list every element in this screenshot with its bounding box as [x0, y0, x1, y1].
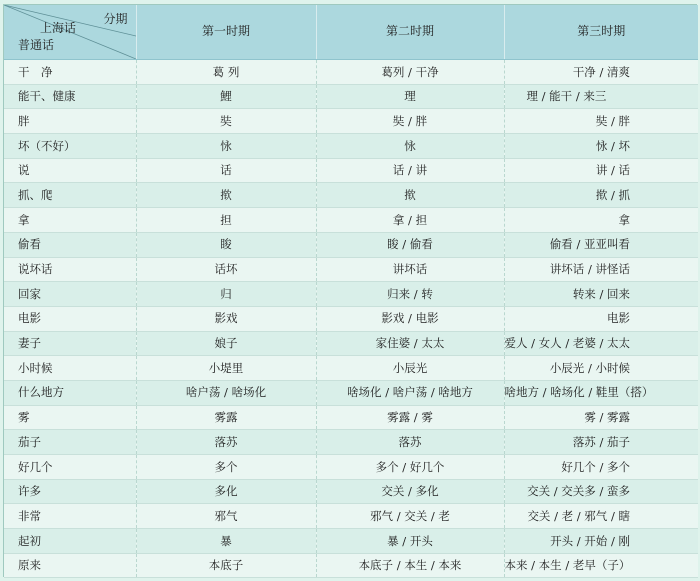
table-row	[4, 84, 698, 109]
table-row	[4, 306, 698, 331]
table-row	[4, 282, 698, 307]
period-2-cell: 暴 / 开头	[316, 529, 504, 554]
period-2-cell: 睃 / 偷看	[316, 232, 504, 257]
table-row	[4, 455, 698, 480]
period-3-cell: 讲 / 话	[504, 158, 698, 183]
corner-label-mandarin: 普通话	[18, 38, 55, 52]
period-1-cell: 睃	[136, 232, 316, 257]
dialect-comparison-table	[3, 4, 697, 577]
header-period-2: 第二时期	[316, 5, 504, 60]
period-2-cell: 拿 / 担	[316, 208, 504, 233]
mandarin-word-cell: 好几个	[4, 455, 136, 480]
mandarin-word-cell: 原来	[4, 553, 136, 578]
period-1-cell: 本底子	[136, 553, 316, 578]
mandarin-word-cell: 许多	[4, 479, 136, 504]
period-3-cell: 开头 / 开始 / 刚	[504, 529, 698, 554]
period-3-cell: 落苏 / 茄子	[504, 430, 698, 455]
table-row	[4, 232, 698, 257]
mandarin-word-cell: 回家	[4, 282, 136, 307]
period-2-cell: 家住婆 / 太太	[316, 331, 504, 356]
period-3-cell: 雾 / 雾露	[504, 405, 698, 430]
period-3-cell: 讲坏话 / 讲怪话	[504, 257, 698, 282]
mandarin-word-cell: 说	[4, 158, 136, 183]
period-1-cell: 话	[136, 158, 316, 183]
mandarin-word-cell: 说坏话	[4, 257, 136, 282]
period-3-cell: 啥地方 / 啥场化 / 鞋里（搭）	[504, 380, 698, 405]
period-3-cell: 小辰光 / 小时候	[504, 356, 698, 381]
table-row	[4, 405, 698, 430]
period-1-cell: 小堤里	[136, 356, 316, 381]
period-3-cell: 转来 / 回来	[504, 282, 698, 307]
period-1-cell: 落苏	[136, 430, 316, 455]
mandarin-word-cell: 抓、爬	[4, 183, 136, 208]
period-3-cell: 本来 / 本生 / 老早（子）	[504, 553, 698, 578]
period-2-cell: 雾露 / 雾	[316, 405, 504, 430]
period-2-cell: 交关 / 多化	[316, 479, 504, 504]
mandarin-word-cell: 什么地方	[4, 380, 136, 405]
mandarin-word-cell: 小时候	[4, 356, 136, 381]
period-1-cell: 影戏	[136, 306, 316, 331]
period-2-cell: 影戏 / 电影	[316, 306, 504, 331]
table-row	[4, 60, 698, 85]
table-row	[4, 380, 698, 405]
period-2-cell: 揿	[316, 183, 504, 208]
period-3-cell: 理 / 能干 / 来三	[504, 84, 698, 109]
table-row	[4, 430, 698, 455]
vocabulary-table	[4, 5, 698, 578]
period-2-cell: 邪气 / 交关 / 老	[316, 504, 504, 529]
mandarin-word-cell: 胖	[4, 109, 136, 134]
period-3-cell: 交关 / 交关多 / 蛮多	[504, 479, 698, 504]
period-2-cell: 多个 / 好几个	[316, 455, 504, 480]
period-2-cell: 话 / 讲	[316, 158, 504, 183]
table-row	[4, 208, 698, 233]
mandarin-word-cell: 偷看	[4, 232, 136, 257]
period-2-cell: 啥场化 / 啥户荡 / 啥地方	[316, 380, 504, 405]
table-row	[4, 134, 698, 159]
period-3-cell: 怺 / 坏	[504, 134, 698, 159]
period-1-cell: 雾露	[136, 405, 316, 430]
table-row	[4, 479, 698, 504]
mandarin-word-cell: 坏（不好）	[4, 134, 136, 159]
mandarin-word-cell: 电影	[4, 306, 136, 331]
period-3-cell: 交关 / 老 / 邪气 / 瞎	[504, 504, 698, 529]
period-1-cell: 话坏	[136, 257, 316, 282]
period-1-cell: 奘	[136, 109, 316, 134]
period-1-cell: 鯉	[136, 84, 316, 109]
period-1-cell: 怺	[136, 134, 316, 159]
table-row	[4, 356, 698, 381]
header-period-3: 第三时期	[504, 5, 698, 60]
period-2-cell: 本底子 / 本生 / 本来	[316, 553, 504, 578]
mandarin-word-cell: 能干、健康	[4, 84, 136, 109]
table-row	[4, 109, 698, 134]
period-1-cell: 归	[136, 282, 316, 307]
period-2-cell: 落苏	[316, 430, 504, 455]
corner-label-period: 分期	[103, 12, 128, 26]
mandarin-word-cell: 雾	[4, 405, 136, 430]
corner-header-cell	[4, 5, 136, 60]
period-3-cell: 好几个 / 多个	[504, 455, 698, 480]
period-3-cell: 电影	[504, 306, 698, 331]
period-3-cell: 奘 / 胖	[504, 109, 698, 134]
period-3-cell: 揿 / 抓	[504, 183, 698, 208]
mandarin-word-cell: 妻子	[4, 331, 136, 356]
table-row	[4, 257, 698, 282]
mandarin-word-cell: 起初	[4, 529, 136, 554]
period-2-cell: 小辰光	[316, 356, 504, 381]
table-row	[4, 158, 698, 183]
period-1-cell: 多个	[136, 455, 316, 480]
period-3-cell: 爱人 / 女人 / 老婆 / 太太	[504, 331, 698, 356]
period-1-cell: 啥户荡 / 啥场化	[136, 380, 316, 405]
table-header-row	[4, 5, 698, 60]
period-3-cell: 干净 / 清爽	[504, 60, 698, 85]
period-1-cell: 揿	[136, 183, 316, 208]
period-3-cell: 拿	[504, 208, 698, 233]
mandarin-word-cell: 干 净	[4, 60, 136, 85]
period-2-cell: 归来 / 转	[316, 282, 504, 307]
mandarin-word-cell: 非常	[4, 504, 136, 529]
period-2-cell: 怺	[316, 134, 504, 159]
period-1-cell: 暴	[136, 529, 316, 554]
period-1-cell: 邪气	[136, 504, 316, 529]
period-1-cell: 娘子	[136, 331, 316, 356]
mandarin-word-cell: 茄子	[4, 430, 136, 455]
period-2-cell: 奘 / 胖	[316, 109, 504, 134]
mandarin-word-cell: 拿	[4, 208, 136, 233]
period-1-cell: 葛 列	[136, 60, 316, 85]
period-3-cell: 偷看 / 亚亚叫看	[504, 232, 698, 257]
period-1-cell: 担	[136, 208, 316, 233]
period-2-cell: 讲坏话	[316, 257, 504, 282]
period-2-cell: 理	[316, 84, 504, 109]
table-row	[4, 504, 698, 529]
corner-label-shanghainese: 上海话	[40, 21, 77, 35]
table-row	[4, 183, 698, 208]
table-row	[4, 553, 698, 578]
table-row	[4, 331, 698, 356]
table-row	[4, 529, 698, 554]
period-2-cell: 葛列 / 干净	[316, 60, 504, 85]
header-period-1: 第一时期	[136, 5, 316, 60]
period-1-cell: 多化	[136, 479, 316, 504]
